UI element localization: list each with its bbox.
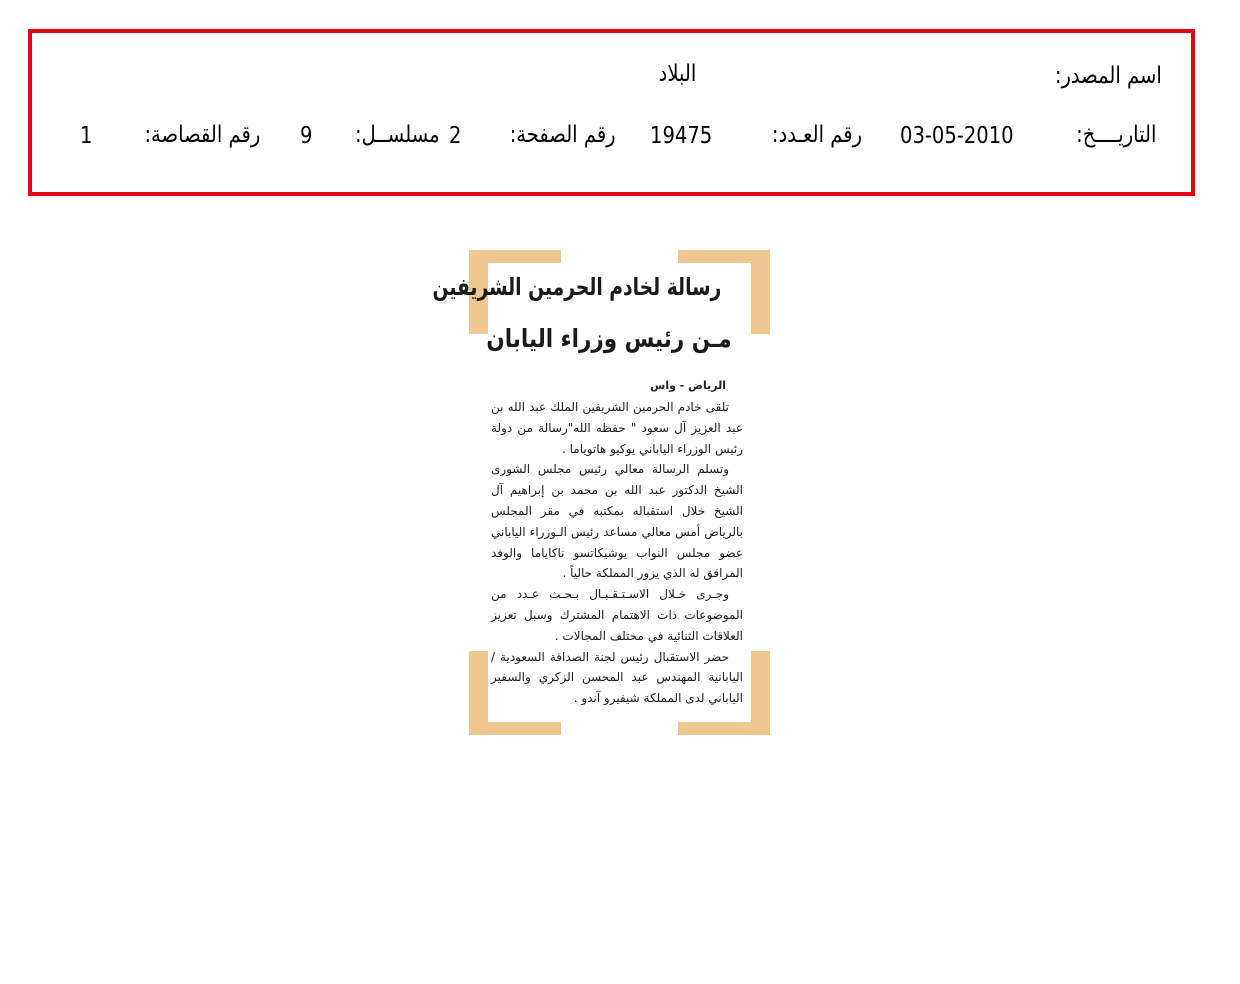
article-headline-line2: مـن رئيس وزراء اليابان (486, 324, 732, 353)
page-label: رقم الصفحة: (510, 122, 616, 148)
date-label: التاريــــخ: (1075, 122, 1156, 148)
clip-value: 1 (80, 123, 93, 149)
article-paragraph: حضر الاستقبال رئيس لجنة الصداقة السعودية / اليابانية المهندس عبد المحسن الزكري والسفير الياباني لدى المملكة شيفيرو آندو . (491, 649, 743, 706)
serial-value: 9 (300, 123, 313, 149)
issue-label: رقم العـدد: (771, 122, 862, 148)
article-paragraph: تلقى خادم الحرمين الشريفين الملك عبد الله بن عبد العزيز آل سعود " حفظه الله"رسالة من دولة رئيس الوزراء الياباني يوكيو هاتوياما . (491, 400, 743, 456)
date-value: 03-05-2010 (900, 123, 1014, 149)
news-clipping (432, 250, 770, 735)
article-paragraph: وجـرى خـلال الاسـتـقـبـال بـحـث عـدد من الموضوعات ذات الاهتمام المشترك وسبل تعزيز العلاقات الثنائية في مختلف المجالات . (491, 587, 743, 643)
issue-value: 19475 (650, 123, 713, 149)
serial-label: مسلســل: (355, 122, 440, 148)
article-dateline: الرياض - واس (650, 379, 726, 392)
metadata-box (28, 29, 1195, 196)
source-value: البلاد (658, 61, 696, 87)
article-headline-line1: رسالة لخادم الحرمين الشريفين (432, 273, 722, 301)
article-body (491, 397, 743, 709)
article-paragraph: وتسلم الرسالة معالي رئيس مجلس الشورى الشيخ الدكتور عبد الله بن محمد بن إبراهيم آل الشيخ خلال استقباله بمكتبه في مقر المجلس بالرياض أمس معالي مساعد رئيس الـوزراء الياباني عضو مجلس النواب يوشيكاتسو ناكاياما والوفد المرافق له الذي يزور المملكة حالياً . (491, 462, 743, 581)
page-value: 2 (449, 123, 462, 149)
clip-label: رقم القصاصة: (144, 122, 260, 148)
source-label: اسم المصدر: (1055, 63, 1162, 89)
